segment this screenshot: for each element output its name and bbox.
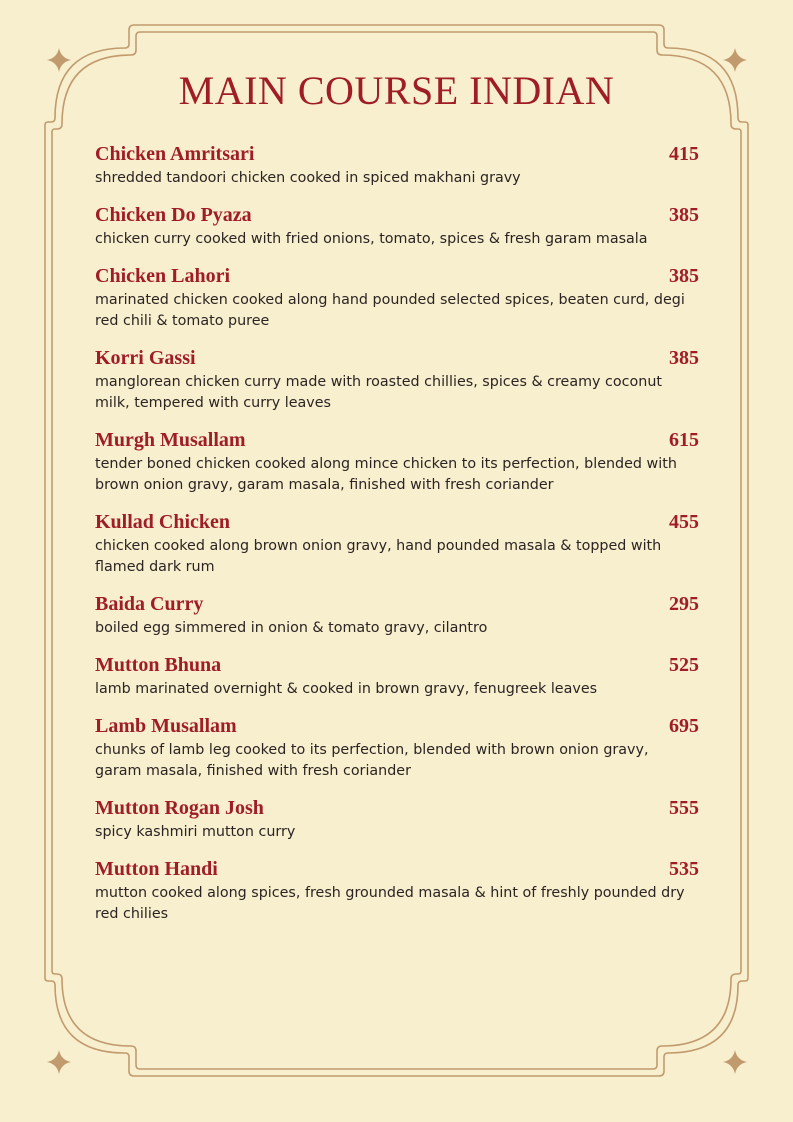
menu-item: [95, 345, 699, 414]
menu-list: [95, 141, 699, 938]
dish-name: Baida Curry: [95, 593, 204, 615]
dish-name: Chicken Amritsari: [95, 143, 255, 165]
menu-item: [95, 202, 699, 250]
menu-item: [95, 141, 699, 189]
menu-item: [95, 427, 699, 496]
menu-item-header: [95, 509, 699, 535]
dish-price: 295: [669, 593, 699, 615]
menu-item: [95, 509, 699, 578]
dish-description: shredded tandoori chicken cooked in spiced makhani gravy: [95, 170, 521, 186]
dish-description: lamb marinated overnight & cooked in brown gravy, fenugreek leaves: [95, 681, 598, 697]
sparkle-icon: [723, 1050, 747, 1074]
dish-price: 695: [669, 715, 699, 737]
menu-item-header: [95, 591, 699, 617]
dish-name: Mutton Rogan Josh: [95, 797, 264, 819]
menu-item-header: [95, 427, 699, 453]
menu-item-header: [95, 263, 699, 289]
dish-name: Mutton Handi: [95, 858, 218, 880]
dish-name: Korri Gassi: [95, 347, 196, 369]
menu-item: [95, 795, 699, 843]
dish-description: tender boned chicken cooked along mince chicken to its perfection, blended with brown onion gravy, garam masala, finished with fresh coriander: [95, 456, 677, 493]
menu-item-header: [95, 652, 699, 678]
dish-price: 385: [669, 204, 699, 226]
menu-item-header: [95, 141, 699, 167]
dish-price: 525: [669, 654, 699, 676]
dish-name: Mutton Bhuna: [95, 654, 222, 676]
dish-description: boiled egg simmered in onion & tomato gravy, cilantro: [95, 620, 488, 636]
dish-description: spicy kashmiri mutton curry: [95, 824, 296, 840]
dish-description: manglorean chicken curry made with roasted chillies, spices & creamy coconut milk, tempered with curry leaves: [95, 374, 662, 411]
page-title: MAIN COURSE INDIAN: [178, 68, 615, 113]
menu-item-header: [95, 345, 699, 371]
menu-item-header: [95, 795, 699, 821]
menu-item: [95, 856, 699, 925]
menu-item-header: [95, 713, 699, 739]
dish-name: Murgh Musallam: [95, 429, 246, 451]
menu-item: [95, 652, 699, 700]
dish-price: 415: [669, 143, 699, 165]
sparkle-icon: [47, 1050, 71, 1074]
menu-item-header: [95, 856, 699, 882]
dish-price: 555: [669, 797, 699, 819]
dish-description: chunks of lamb leg cooked to its perfection, blended with brown onion gravy, garam masala, finished with fresh coriander: [95, 742, 649, 779]
dish-description: marinated chicken cooked along hand pounded selected spices, beaten curd, degi red chili & tomato puree: [95, 292, 685, 329]
menu-item-header: [95, 202, 699, 228]
dish-name: Lamb Musallam: [95, 715, 237, 737]
menu-item: [95, 713, 699, 782]
dish-price: 455: [669, 511, 699, 533]
dish-description: chicken curry cooked with fried onions, tomato, spices & fresh garam masala: [95, 231, 648, 247]
dish-name: Chicken Lahori: [95, 265, 231, 287]
menu-item: [95, 263, 699, 332]
dish-price: 615: [669, 429, 699, 451]
dish-name: Kullad Chicken: [95, 511, 231, 533]
dish-description: mutton cooked along spices, fresh grounded masala & hint of freshly pounded dry red chilies: [95, 885, 685, 922]
dish-name: Chicken Do Pyaza: [95, 204, 252, 226]
dish-description: chicken cooked along brown onion gravy, hand pounded masala & topped with flamed dark rum: [95, 538, 662, 575]
dish-price: 535: [669, 858, 699, 880]
menu-item: [95, 591, 699, 639]
dish-price: 385: [669, 265, 699, 287]
dish-price: 385: [669, 347, 699, 369]
